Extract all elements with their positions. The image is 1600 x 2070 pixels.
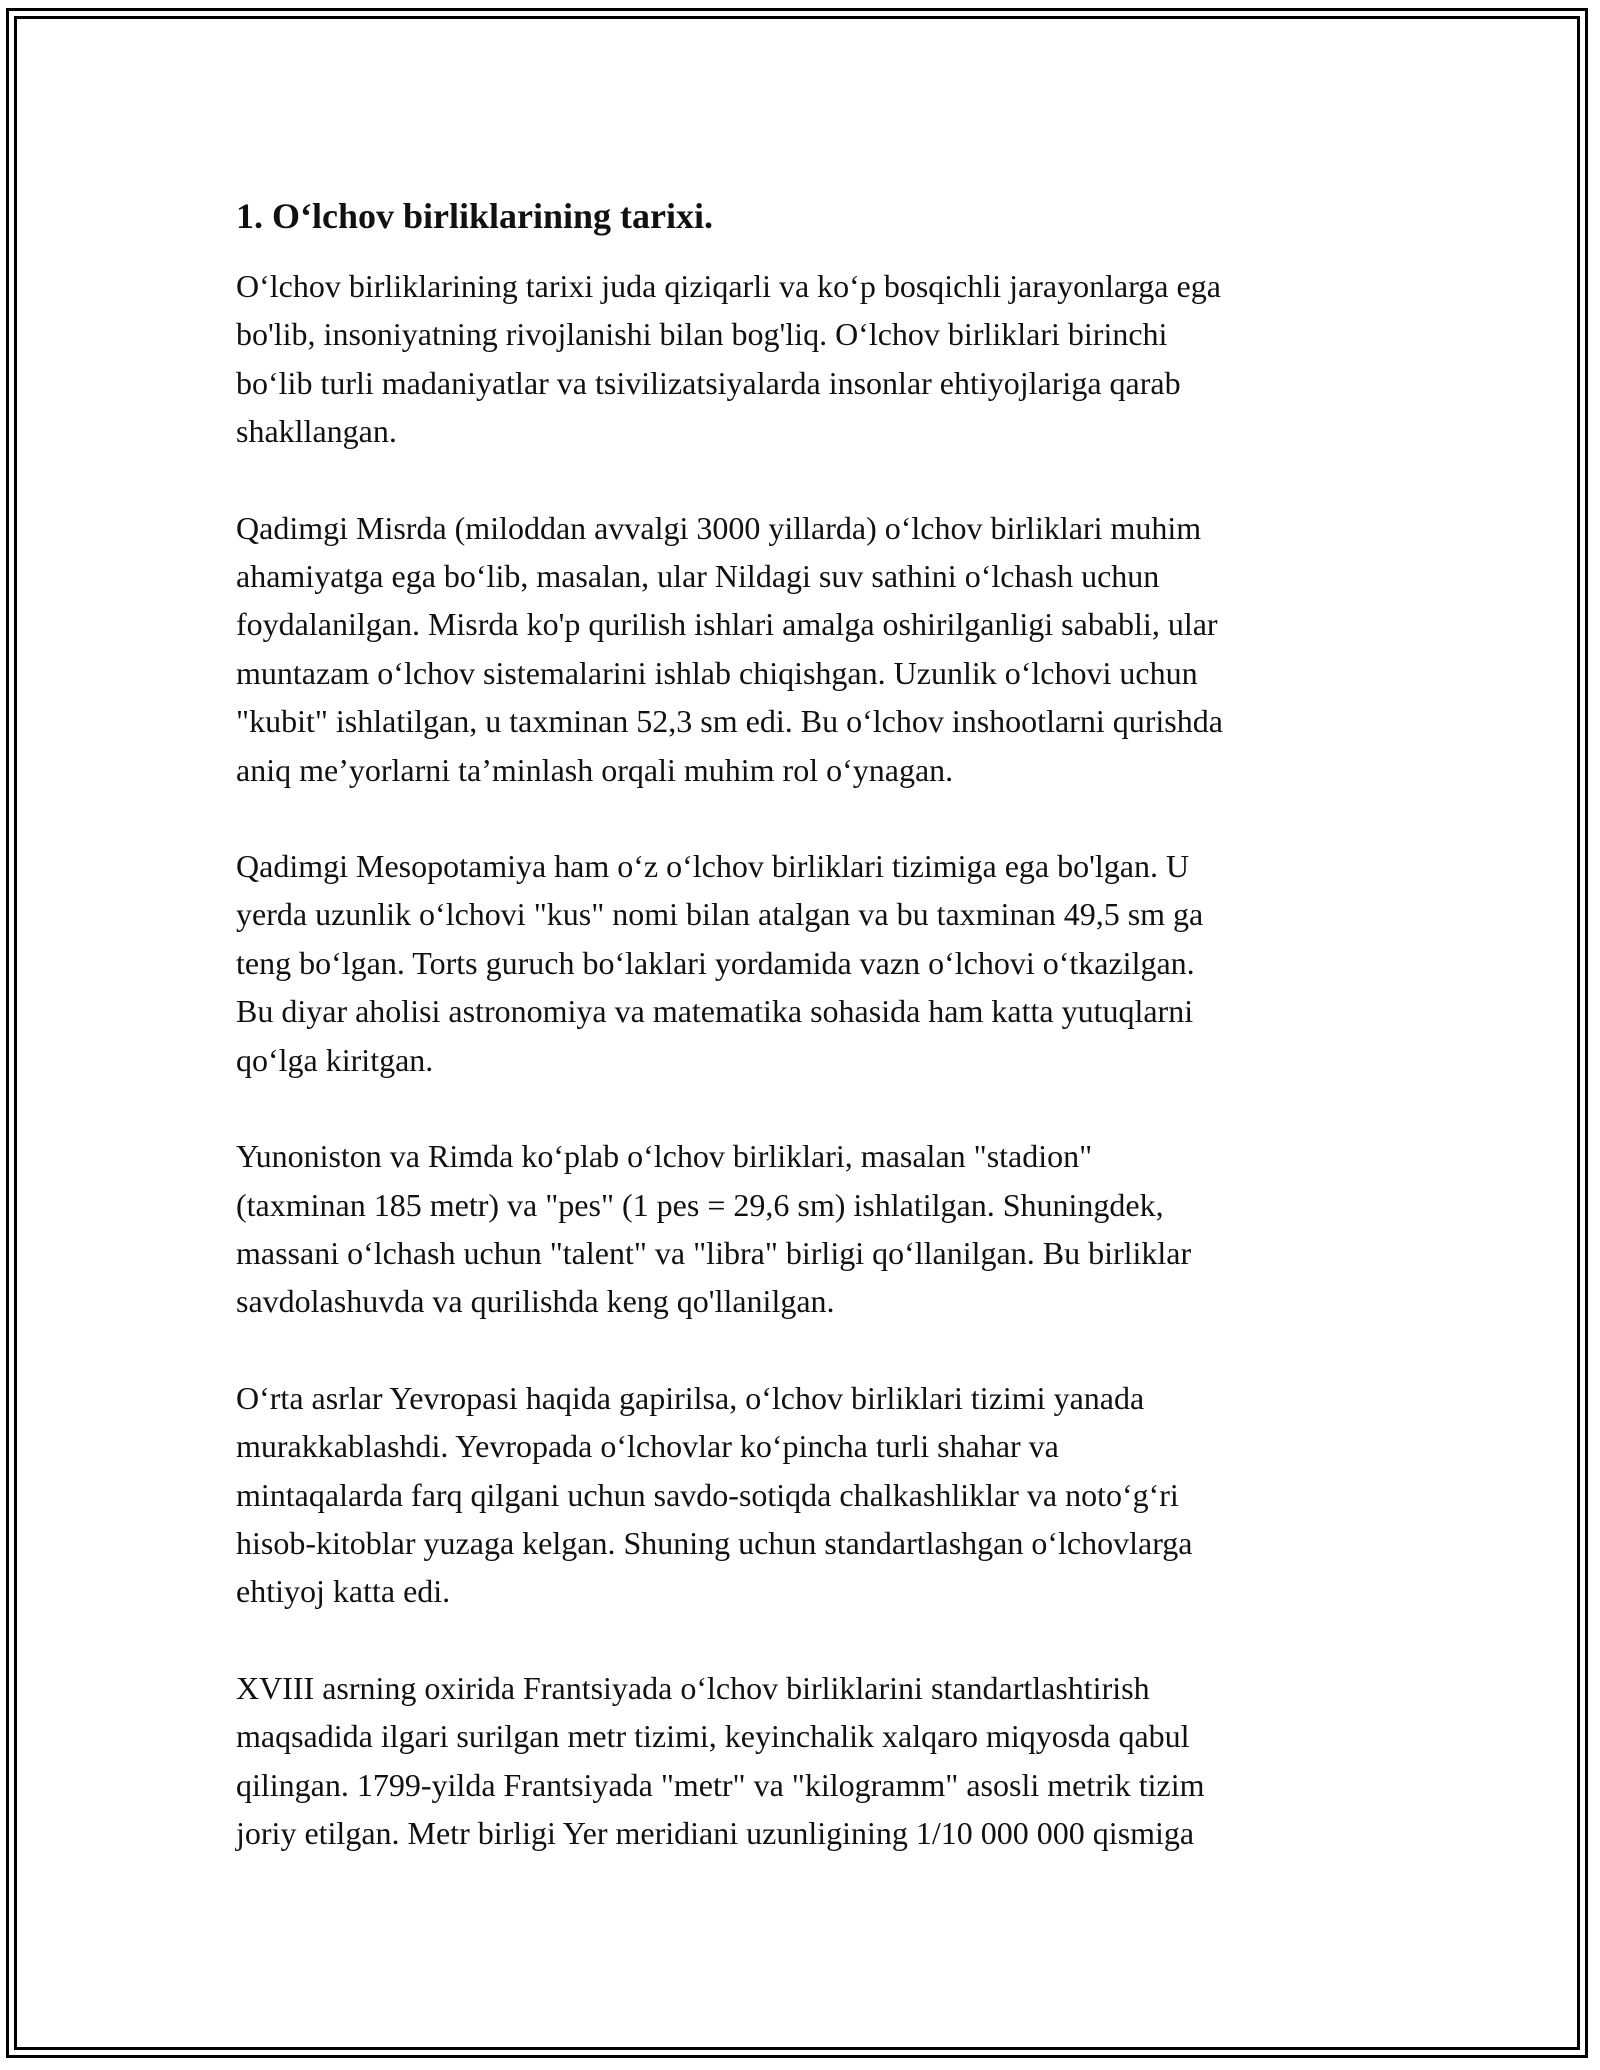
text-line: hisob-kitoblar yuzaga kelgan. Shuning uchun standartlashgan o‘lchovlarga: [236, 1524, 1193, 1561]
text-line: aniq me’yorlarni ta’minlash orqali muhim rol o‘ynagan.: [236, 751, 954, 788]
paragraph-greece-rome: [236, 1132, 1366, 1326]
text-line: Yunoniston va Rimda ko‘plab o‘lchov birliklari, masalan "stadion": [236, 1138, 1093, 1175]
text-line: Qadimgi Mesopotamiya ham o‘z o‘lchov birliklari tizimiga ega bo'lgan. U: [236, 848, 1190, 885]
text-line: bo'lib, insoniyatning rivojlanishi bilan bog'liq. O‘lchov birliklari birinchi: [236, 316, 1168, 353]
text-line: teng bo‘lgan. Torts guruch bo‘laklari yordamida vazn o‘lchovi o‘tkazilgan.: [236, 944, 1195, 981]
text-line: XVIII asrning oxirida Frantsiyada o‘lchov birliklarini standartlashtirish: [236, 1669, 1150, 1706]
text-line: murakkablashdi. Yevropada o‘lchovlar ko‘pincha turli shahar va: [236, 1428, 1059, 1465]
text-line: muntazam o‘lchov sistemalarini ishlab chiqishgan. Uzunlik o‘lchovi uchun: [236, 654, 1198, 691]
text-line: mintaqalarda farq qilgani uchun savdo-sotiqda chalkashliklar va noto‘g‘ri: [236, 1476, 1179, 1513]
paragraph-france: [236, 1664, 1366, 1858]
paragraph-mesopotamia: [236, 842, 1366, 1084]
text-line: "kubit" ishlatilgan, u taxminan 52,3 sm edi. Bu o‘lchov inshootlarni qurishda: [236, 703, 1223, 740]
text-line: massani o‘lchash uchun "talent" va "libra" birligi qo‘llanilgan. Bu birliklar: [236, 1234, 1192, 1271]
paragraph-egypt: [236, 504, 1366, 794]
text-line: (taxminan 185 metr) va "pes" (1 pes = 29,6 sm) ishlatilgan. Shuningdek,: [236, 1186, 1164, 1223]
text-line: qilingan. 1799-yilda Frantsiyada "metr" va "kilogramm" asosli metrik tizim: [236, 1766, 1205, 1803]
text-line: savdolashuvda va qurilishda keng qo'llanilgan.: [236, 1283, 835, 1320]
paragraph-intro: [236, 262, 1366, 456]
text-line: maqsadida ilgari surilgan metr tizimi, keyinchalik xalqaro miqyosda qabul: [236, 1718, 1190, 1755]
text-line: O‘rta asrlar Yevropasi haqida gapirilsa, o‘lchov birliklari tizimi yanada: [236, 1379, 1145, 1416]
text-line: qo‘lga kiritgan.: [236, 1041, 434, 1078]
document-body: [236, 190, 1366, 1905]
text-line: shakllangan.: [236, 413, 397, 450]
text-line: joriy etilgan. Metr birligi Yer meridiani uzunligining 1/10 000 000 qismiga: [236, 1814, 1195, 1851]
paragraph-medieval-europe: [236, 1374, 1366, 1616]
text-line: bo‘lib turli madaniyatlar va tsivilizatsiyalarda insonlar ehtiyojlariga qarab: [236, 364, 1181, 401]
text-line: ehtiyoj katta edi.: [236, 1573, 451, 1610]
text-line: yerda uzunlik o‘lchovi "kus" nomi bilan atalgan va bu taxminan 49,5 sm ga: [236, 896, 1204, 933]
text-line: Bu diyar aholisi astronomiya va matematika sohasida ham katta yutuqlarni: [236, 993, 1194, 1030]
text-line: ahamiyatga ega bo‘lib, masalan, ular Nildagi suv sathini o‘lchash uchun: [236, 558, 1160, 595]
text-line: O‘lchov birliklarining tarixi juda qiziqarli va ko‘p bosqichli jarayonlarga ega: [236, 268, 1221, 304]
text-line: foydalanilgan. Misrda ko'p qurilish ishlari amalga oshirilganligi sababli, ular: [236, 606, 1218, 643]
section-heading: 1. O‘lchov birliklarining tarixi.: [236, 196, 714, 236]
text-line: Qadimgi Misrda (miloddan avvalgi 3000 yillarda) o‘lchov birliklari muhim: [236, 509, 1202, 546]
